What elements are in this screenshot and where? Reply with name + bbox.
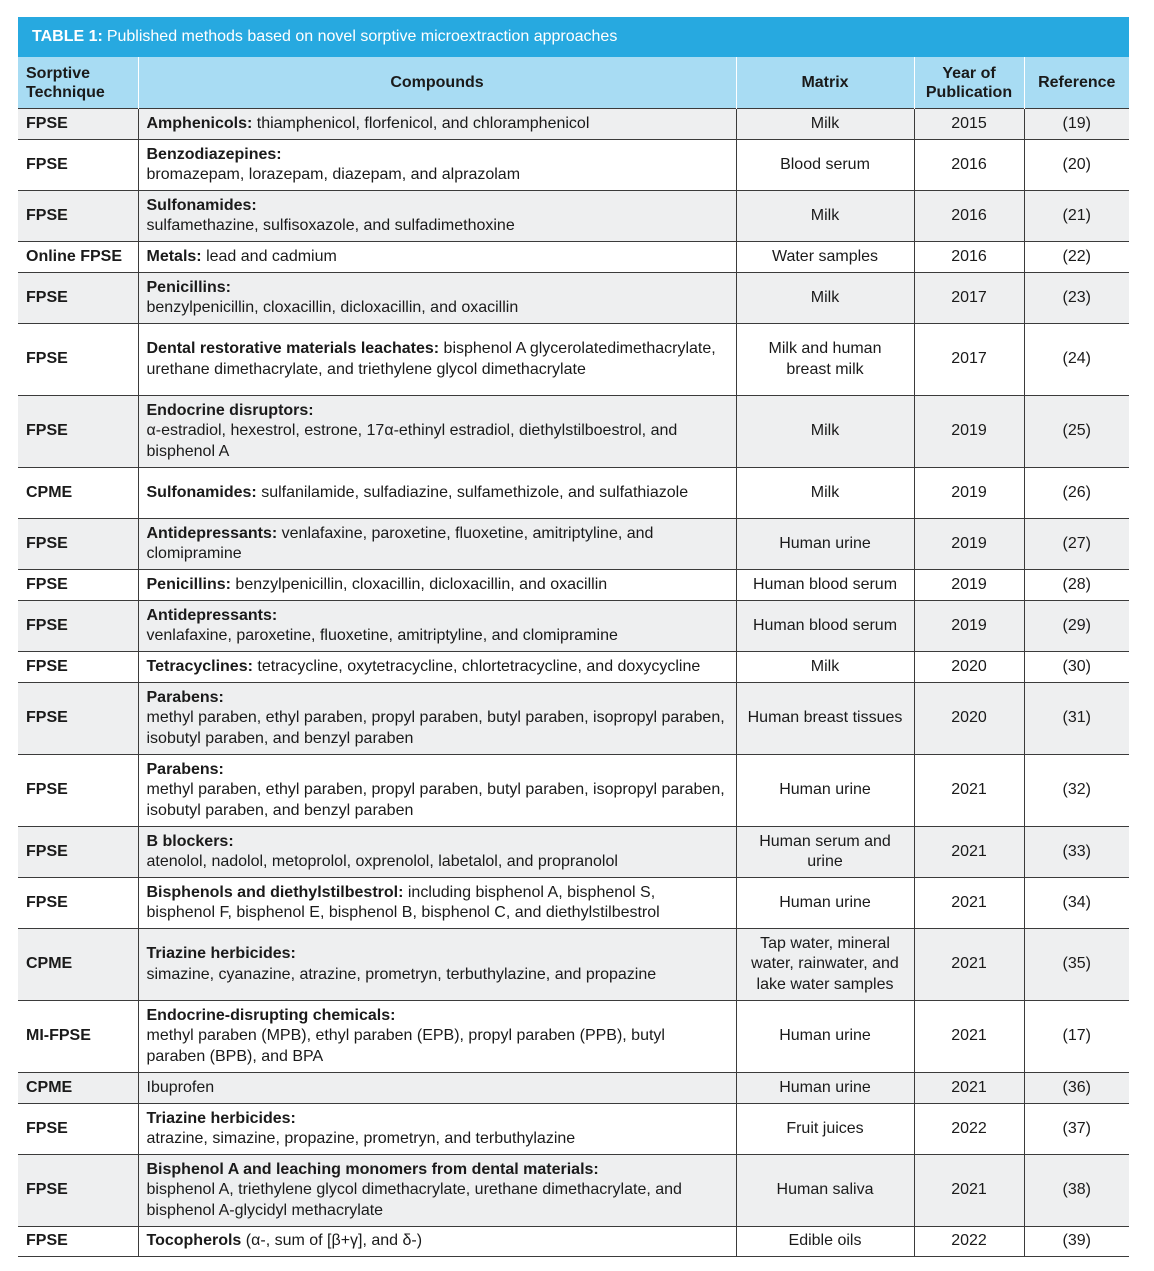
cell-matrix: Human urine	[736, 755, 914, 827]
cell-year: 2016	[914, 191, 1024, 242]
cell-matrix: Human serum and urine	[736, 827, 914, 878]
compound-list: atrazine, simazine, propazine, prometryn, and terbuthylazine	[146, 1130, 576, 1147]
compound-class: Endocrine-disrupting chemicals:	[146, 1006, 396, 1024]
cell-compounds	[138, 140, 736, 191]
cell-compounds	[138, 109, 736, 140]
compound-list: lead and cadmium	[206, 247, 337, 265]
table-row	[18, 878, 1129, 929]
cell-technique: FPSE	[18, 683, 138, 755]
table-row	[18, 1073, 1129, 1104]
cell-technique: Online FPSE	[18, 242, 138, 273]
compound-class: Dental restorative materials leachates:	[146, 340, 440, 357]
cell-reference: (23)	[1024, 273, 1129, 324]
cell-reference: (27)	[1024, 519, 1129, 570]
table-row	[18, 827, 1129, 878]
cell-year: 2022	[914, 1104, 1024, 1155]
table-container	[18, 17, 1129, 1257]
cell-compounds	[138, 191, 736, 242]
cell-reference: (28)	[1024, 570, 1129, 601]
table-row	[18, 755, 1129, 827]
cell-technique: FPSE	[18, 1227, 138, 1257]
cell-matrix: Milk	[736, 273, 914, 324]
cell-year: 2021	[914, 929, 1024, 1001]
cell-reference: (37)	[1024, 1104, 1129, 1155]
table-row	[18, 1155, 1129, 1227]
cell-matrix: Human urine	[736, 519, 914, 570]
cell-technique: FPSE	[18, 827, 138, 878]
cell-reference: (33)	[1024, 827, 1129, 878]
cell-compounds	[138, 1227, 736, 1257]
compound-class: Benzodiazepines:	[146, 145, 282, 163]
cell-matrix: Human urine	[736, 1001, 914, 1073]
cell-year: 2022	[914, 1227, 1024, 1257]
table-row	[18, 273, 1129, 324]
cell-technique: CPME	[18, 1073, 138, 1104]
table-row	[18, 570, 1129, 601]
compound-class: Metals:	[146, 247, 202, 265]
cell-year: 2019	[914, 570, 1024, 601]
compound-class: Penicillins:	[146, 278, 231, 296]
compound-list: bisphenol A, triethylene glycol dimethacrylate, urethane dimethacrylate, and bisphenol A-glycidyl methacrylate	[146, 1181, 682, 1219]
compound-class: Bisphenol A and leaching monomers from dental materials:	[146, 1160, 599, 1178]
table-row	[18, 468, 1129, 519]
compound-list: simazine, cyanazine, atrazine, prometryn, terbuthylazine, and propazine	[146, 965, 657, 983]
cell-reference: (34)	[1024, 878, 1129, 929]
cell-compounds	[138, 324, 736, 396]
cell-technique: FPSE	[18, 1104, 138, 1155]
cell-compounds	[138, 652, 736, 683]
cell-matrix: Fruit juices	[736, 1104, 914, 1155]
cell-technique: FPSE	[18, 324, 138, 396]
compound-list: methyl paraben (MPB), ethyl paraben (EPB), propyl paraben (PPB), butyl paraben (BPB), and BPA	[146, 1027, 665, 1065]
cell-technique: FPSE	[18, 519, 138, 570]
table-body	[18, 109, 1129, 1257]
table-row	[18, 652, 1129, 683]
cell-technique: CPME	[18, 468, 138, 519]
cell-reference: (36)	[1024, 1073, 1129, 1104]
compound-class: Antidepressants:	[146, 606, 278, 624]
cell-reference: (31)	[1024, 683, 1129, 755]
cell-year: 2019	[914, 396, 1024, 468]
cell-year: 2016	[914, 140, 1024, 191]
cell-matrix: Tap water, mineral water, rainwater, and lake water samples	[736, 929, 914, 1001]
cell-compounds	[138, 755, 736, 827]
compound-list: methyl paraben, ethyl paraben, propyl paraben, butyl paraben, isopropyl paraben, isobutyl paraben, and benzyl paraben	[146, 709, 725, 747]
compound-list: benzylpenicillin, cloxacillin, dicloxacillin, and oxacillin	[146, 299, 519, 316]
cell-year: 2019	[914, 519, 1024, 570]
table-row	[18, 242, 1129, 273]
cell-compounds	[138, 1104, 736, 1155]
cell-compounds	[138, 1001, 736, 1073]
cell-technique: FPSE	[18, 601, 138, 652]
cell-reference: (24)	[1024, 324, 1129, 396]
cell-year: 2017	[914, 324, 1024, 396]
compound-class: Sulfonamides:	[146, 483, 257, 501]
header-compounds: Compounds	[138, 57, 736, 109]
cell-matrix: Milk	[736, 191, 914, 242]
compound-list: venlafaxine, paroxetine, fluoxetine, amitriptyline, and clomipramine	[146, 524, 654, 562]
compound-class: Endocrine disruptors:	[146, 401, 314, 419]
cell-compounds	[138, 519, 736, 570]
cell-reference: (22)	[1024, 242, 1129, 273]
cell-technique: FPSE	[18, 1155, 138, 1227]
cell-reference: (25)	[1024, 396, 1129, 468]
compound-class: Penicillins:	[146, 575, 231, 593]
compound-class: Triazine herbicides:	[146, 945, 296, 962]
cell-technique: FPSE	[18, 109, 138, 140]
table-row	[18, 601, 1129, 652]
cell-reference: (21)	[1024, 191, 1129, 242]
compound-list: bisphenol A glycerolatedimethacrylate, urethane dimethacrylate, and triethylene glycol dimethacrylate	[146, 340, 716, 378]
table-row	[18, 1104, 1129, 1155]
cell-year: 2020	[914, 683, 1024, 755]
cell-year: 2021	[914, 1001, 1024, 1073]
cell-year: 2015	[914, 109, 1024, 140]
header-matrix: Matrix	[736, 57, 914, 109]
cell-matrix: Water samples	[736, 242, 914, 273]
cell-matrix: Human urine	[736, 1073, 914, 1104]
table-row	[18, 929, 1129, 1001]
cell-technique: FPSE	[18, 878, 138, 929]
table-title-bar	[18, 17, 1129, 57]
compound-list: thiamphenicol, florfenicol, and chloramphenicol	[256, 114, 590, 132]
cell-compounds	[138, 468, 736, 519]
compound-list: atenolol, nadolol, metoprolol, oxprenolol, labetalol, and propranolol	[146, 853, 618, 870]
table-row	[18, 1227, 1129, 1257]
cell-matrix: Milk	[736, 109, 914, 140]
cell-matrix: Human saliva	[736, 1155, 914, 1227]
cell-matrix: Human urine	[736, 878, 914, 929]
table-row	[18, 191, 1129, 242]
cell-compounds	[138, 1073, 736, 1104]
cell-reference: (17)	[1024, 1001, 1129, 1073]
compound-class: Sulfonamides:	[146, 196, 257, 214]
cell-year: 2021	[914, 1073, 1024, 1104]
methods-table	[18, 57, 1129, 1257]
compound-list: sulfanilamide, sulfadiazine, sulfamethizole, and sulfathiazole	[261, 483, 689, 501]
cell-matrix: Human blood serum	[736, 601, 914, 652]
cell-matrix: Milk	[736, 652, 914, 683]
compound-class: Amphenicols:	[146, 114, 253, 132]
header-reference: Reference	[1024, 57, 1129, 109]
compound-class: Tocopherols	[146, 1232, 242, 1250]
cell-reference: (32)	[1024, 755, 1129, 827]
cell-matrix: Blood serum	[736, 140, 914, 191]
compound-list: benzylpenicillin, cloxacillin, dicloxacillin, and oxacillin	[235, 575, 608, 593]
table-title-text: Published methods based on novel sorptive microextraction approaches	[106, 28, 618, 45]
cell-year: 2019	[914, 601, 1024, 652]
cell-matrix: Milk and human breast milk	[736, 324, 914, 396]
compound-class: Parabens:	[146, 688, 224, 706]
cell-matrix: Milk	[736, 396, 914, 468]
cell-technique: FPSE	[18, 755, 138, 827]
cell-technique: FPSE	[18, 570, 138, 601]
table-row	[18, 519, 1129, 570]
cell-technique: FPSE	[18, 140, 138, 191]
cell-reference: (26)	[1024, 468, 1129, 519]
cell-year: 2021	[914, 878, 1024, 929]
cell-year: 2017	[914, 273, 1024, 324]
compound-list: α-estradiol, hexestrol, estrone, 17α-ethinyl estradiol, diethylstilboestrol, and bisphenol A	[146, 422, 678, 460]
cell-compounds	[138, 1155, 736, 1227]
table-header-row	[18, 57, 1129, 109]
cell-technique: FPSE	[18, 191, 138, 242]
cell-year: 2021	[914, 827, 1024, 878]
cell-reference: (35)	[1024, 929, 1129, 1001]
header-technique: Sorptive Technique	[18, 57, 138, 109]
cell-year: 2016	[914, 242, 1024, 273]
compound-list: including bisphenol A, bisphenol S, bisphenol F, bisphenol E, bisphenol B, bisphenol C, and diethylstilbestrol	[146, 883, 660, 921]
table-row	[18, 324, 1129, 396]
cell-technique: FPSE	[18, 396, 138, 468]
compound-list: tetracycline, oxytetracycline, chlortetracycline, and doxycycline	[257, 657, 701, 675]
cell-matrix: Edible oils	[736, 1227, 914, 1257]
cell-matrix: Human blood serum	[736, 570, 914, 601]
cell-reference: (38)	[1024, 1155, 1129, 1227]
cell-compounds	[138, 570, 736, 601]
table-row	[18, 683, 1129, 755]
cell-compounds	[138, 929, 736, 1001]
compound-class: Antidepressants:	[146, 524, 278, 542]
cell-compounds	[138, 396, 736, 468]
header-year: Year of Publication	[914, 57, 1024, 109]
compound-list: methyl paraben, ethyl paraben, propyl paraben, butyl paraben, isopropyl paraben, isobutyl paraben, and benzyl paraben	[146, 781, 725, 819]
table-row	[18, 140, 1129, 191]
cell-reference: (19)	[1024, 109, 1129, 140]
cell-compounds	[138, 242, 736, 273]
compound-class: Bisphenols and diethylstilbestrol:	[146, 883, 404, 901]
cell-technique: FPSE	[18, 273, 138, 324]
cell-year: 2021	[914, 1155, 1024, 1227]
cell-reference: (29)	[1024, 601, 1129, 652]
cell-compounds	[138, 683, 736, 755]
cell-technique: CPME	[18, 929, 138, 1001]
compound-list: sulfamethazine, sulfisoxazole, and sulfadimethoxine	[146, 217, 515, 234]
cell-matrix: Milk	[736, 468, 914, 519]
cell-technique: MI-FPSE	[18, 1001, 138, 1073]
cell-year: 2019	[914, 468, 1024, 519]
cell-year: 2021	[914, 755, 1024, 827]
compound-class: B blockers:	[146, 832, 234, 850]
table-row	[18, 1001, 1129, 1073]
cell-matrix: Human breast tissues	[736, 683, 914, 755]
compound-class: Parabens:	[146, 760, 224, 778]
compound-list: venlafaxine, paroxetine, fluoxetine, amitriptyline, and clomipramine	[146, 627, 618, 644]
table-row	[18, 396, 1129, 468]
cell-compounds	[138, 601, 736, 652]
compound-class: Tetracyclines:	[146, 657, 253, 675]
table-title-label: TABLE 1:	[32, 28, 103, 45]
cell-reference: (20)	[1024, 140, 1129, 191]
cell-year: 2020	[914, 652, 1024, 683]
cell-technique: FPSE	[18, 652, 138, 683]
compound-list: bromazepam, lorazepam, diazepam, and alprazolam	[146, 166, 521, 183]
cell-reference: (39)	[1024, 1227, 1129, 1257]
cell-compounds	[138, 827, 736, 878]
compound-list: (α-, sum of [β+γ], and δ-)	[245, 1232, 423, 1250]
cell-reference: (30)	[1024, 652, 1129, 683]
cell-compounds	[138, 878, 736, 929]
compound-list: Ibuprofen	[146, 1078, 215, 1096]
compound-class: Triazine herbicides:	[146, 1109, 296, 1127]
cell-compounds	[138, 273, 736, 324]
table-row	[18, 109, 1129, 140]
